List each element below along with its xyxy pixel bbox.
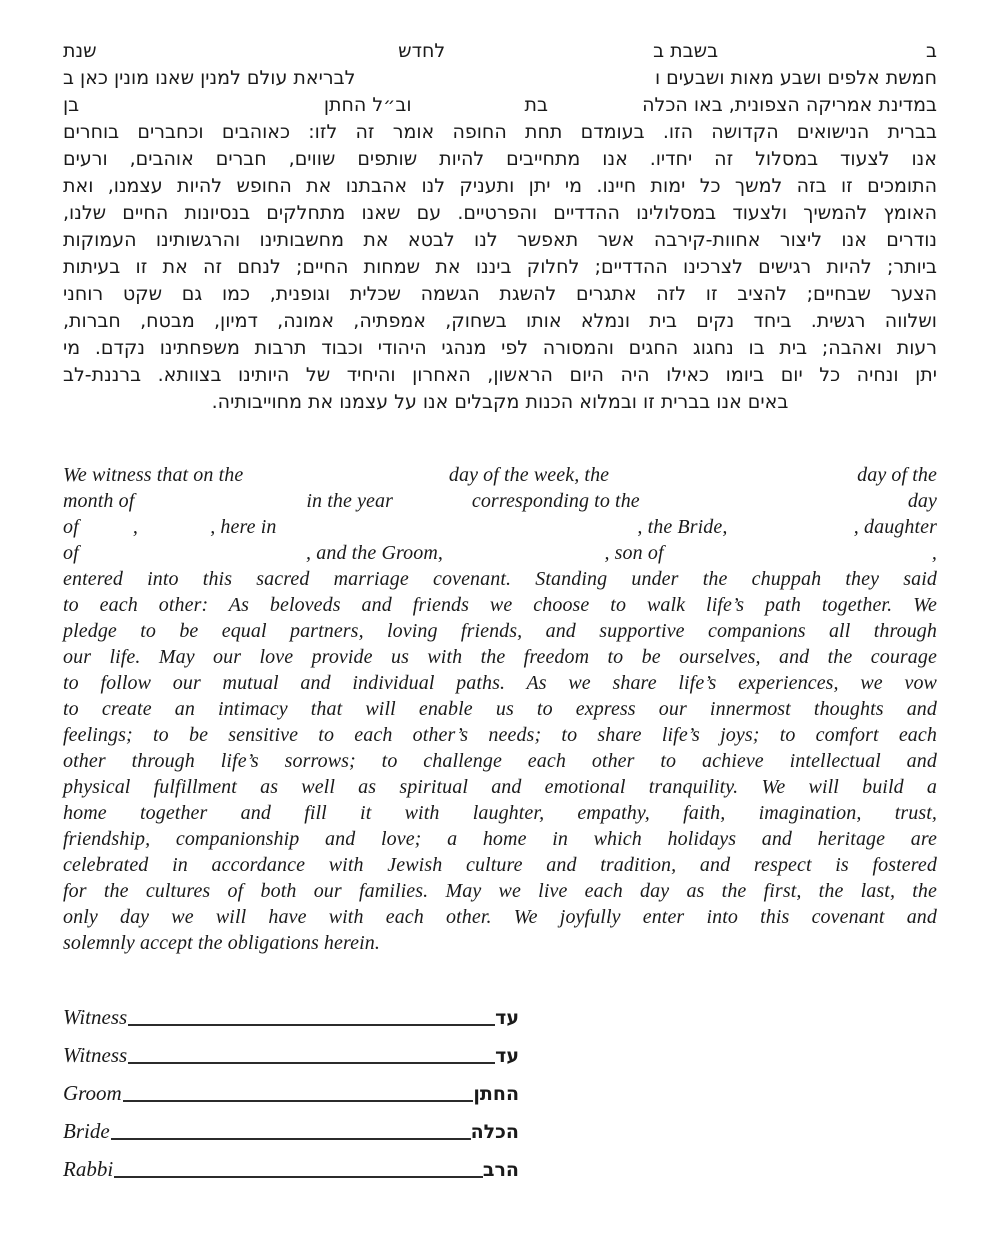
signature-hebrew-label: הכלה — [470, 1121, 519, 1143]
english-text-line: entered into this sacred marriage covenant. Standing under the chuppah they said — [63, 568, 937, 590]
signature-line — [111, 1137, 471, 1140]
english-text-line: celebrated in accordance with Jewish culture and tradition, and respect is fostered — [63, 854, 937, 876]
hebrew-text-line: יתן ונחיה כל יום ביומו כאילו היה היום הראשון, האחרון והיחיד של היותינו בצוותא. ברננת-לב — [63, 364, 937, 386]
english-text-line — [63, 540, 937, 566]
text-run: , and the Groom, — [306, 542, 444, 564]
english-text-line: to follow our mutual and individual paths. As we share life’s experiences, we vow — [63, 672, 937, 694]
text-run: חמשת אלפים ושבע מאות ושבעים ו — [654, 67, 937, 89]
hebrew-text-section — [63, 38, 937, 416]
signature-line — [114, 1175, 483, 1178]
signature-row — [63, 1068, 519, 1106]
hebrew-text-line: אנו לצעוד במסלול זה יחדיו. אנו מתחייבים להיות שותפים שווים, חברים אוהבים, ורעים — [63, 148, 937, 170]
hebrew-text-line: בברית הנישואים הקדושה הזו. בעומדם תחת החופה אומר זה לזו: כאוהבים וכחברים בוחרים — [63, 121, 937, 143]
text-run: , son of — [604, 542, 664, 564]
text-run: day of the — [857, 464, 937, 486]
english-text-line — [63, 462, 937, 488]
hebrew-text-line: ביותר; להיות רגישים לצרכינו ההדדיים; לחלוק ביננו את שמחות החיים; לנחם זה את זו בעיתות — [63, 256, 937, 278]
text-run: , — [132, 516, 139, 538]
english-text-line: home together and fill it with laughter, empathy, faith, imagination, trust, — [63, 802, 937, 824]
hebrew-text-line: התומכים זו בזה למשך כל ימות חיינו. מי יתן ותעניק לנו אהבתנו את החופש להיות עצמנו, ואת — [63, 175, 937, 197]
text-run: בת — [524, 94, 548, 116]
text-run: in the year — [306, 490, 394, 512]
text-run: בשבת ב — [653, 40, 719, 62]
english-text-line: friendship, companionship and love; a home in which holidays and heritage are — [63, 828, 937, 850]
english-text-line — [63, 488, 937, 514]
signature-role-label: Rabbi — [63, 1157, 114, 1181]
english-text-line: feelings; to be sensitive to each other’s needs; to share life’s joys; to comfort each — [63, 724, 937, 746]
english-text-line: other through life’s sorrows; to challenge each other to achieve intellectual and — [63, 750, 937, 772]
signature-section — [63, 992, 519, 1182]
english-text-line: to each other: As beloveds and friends we choose to walk life’s path together. We — [63, 594, 937, 616]
english-text-line: physical fulfillment as well as spiritual and emotional tranquility. We will build a — [63, 776, 937, 798]
english-text-line: to create an intimacy that will enable us to express our innermost thoughts and — [63, 698, 937, 720]
text-run: We witness that on the — [63, 464, 244, 486]
hebrew-text-line: נודרים אנו ליצור אחוות-קירבה אשר תאפשר לנו לבטא את מחשבותינו והרגשותינו העמוקות — [63, 229, 937, 251]
text-run: שנת — [63, 40, 97, 62]
text-run: ב — [926, 40, 937, 62]
hebrew-text-line: ושלווה רגשית. ביחד נקים בית ונמלא אותו בשחוק, אמפתיה, אמונה, דמיון, מבטח, חברות, — [63, 310, 937, 332]
text-run: בן — [63, 94, 80, 116]
hebrew-text-line — [63, 65, 937, 92]
text-run: וב״ל החתן — [323, 94, 412, 116]
hebrew-text-line: רעות ואהבה; בית בו נחגוג החגים והמסורה לפי מנהגי היהודי וכבוד תרבות משפחתינו נקדם. מי — [63, 337, 937, 359]
hebrew-text-line: הצער שבחיים; להציב זו לזה אתגרים להשגת הגשמה שכלית וגופנית, כמו גם שקט רוחני — [63, 283, 937, 305]
text-run: , the Bride, — [637, 516, 728, 538]
hebrew-text-line: באים אנו בברית זו ובמלוא הכנות מקבלים אנו על עצמנו את מחוייבותיה. — [211, 391, 789, 413]
text-run: , daughter — [853, 516, 938, 538]
text-run: day of the week, the — [448, 464, 610, 486]
signature-line — [128, 1023, 495, 1026]
signature-role-label: Witness — [63, 1005, 128, 1029]
hebrew-text-line: האומץ להמשיך ולצעוד במסלולינו ההדדיים והפרטיים. עם שאנו מתחלקים בנסיונות החיים שלנו, — [63, 202, 937, 224]
signature-hebrew-label: הרב — [482, 1159, 519, 1181]
english-text-section — [63, 462, 937, 956]
signature-role-label: Groom — [63, 1081, 122, 1105]
signature-row — [63, 1106, 519, 1144]
signature-row — [63, 992, 519, 1030]
text-run: לבריאת עולם למנין שאנו מונין כאן ב — [63, 67, 356, 89]
hebrew-text-line — [63, 38, 937, 65]
english-text-line: only day we will have with each other. We joyfully enter into this covenant and — [63, 906, 937, 928]
text-run: of — [63, 516, 79, 538]
english-text-line — [63, 514, 937, 540]
english-text-line: solemnly accept the obligations herein. — [63, 932, 380, 954]
text-run: of — [63, 542, 79, 564]
signature-role-label: Witness — [63, 1043, 128, 1067]
text-run: , — [931, 542, 937, 564]
english-text-line: for the cultures of both our families. May we live each day as the first, the last, the — [63, 880, 937, 902]
text-run: לחדש — [398, 40, 446, 62]
signature-hebrew-label: עד — [495, 1007, 519, 1029]
english-text-line: our life. May our love provide us with the freedom to be ourselves, and the courage — [63, 646, 937, 668]
signature-hebrew-label: עד — [495, 1045, 519, 1067]
signature-row — [63, 1030, 519, 1068]
signature-row — [63, 1144, 519, 1182]
text-run: במדינת אמריקה הצפונית, באו הכלה — [642, 94, 937, 116]
signature-hebrew-label: החתן — [473, 1083, 519, 1105]
english-text-line: pledge to be equal partners, loving friends, and supportive companions all through — [63, 620, 937, 642]
text-run: day — [907, 490, 938, 512]
text-run: month of — [63, 490, 135, 512]
signature-line — [128, 1061, 495, 1064]
text-run: corresponding to the — [471, 490, 640, 512]
text-run: , here in — [210, 516, 277, 538]
signature-role-label: Bride — [63, 1119, 110, 1143]
signature-line — [123, 1099, 474, 1102]
hebrew-text-line — [63, 92, 937, 119]
